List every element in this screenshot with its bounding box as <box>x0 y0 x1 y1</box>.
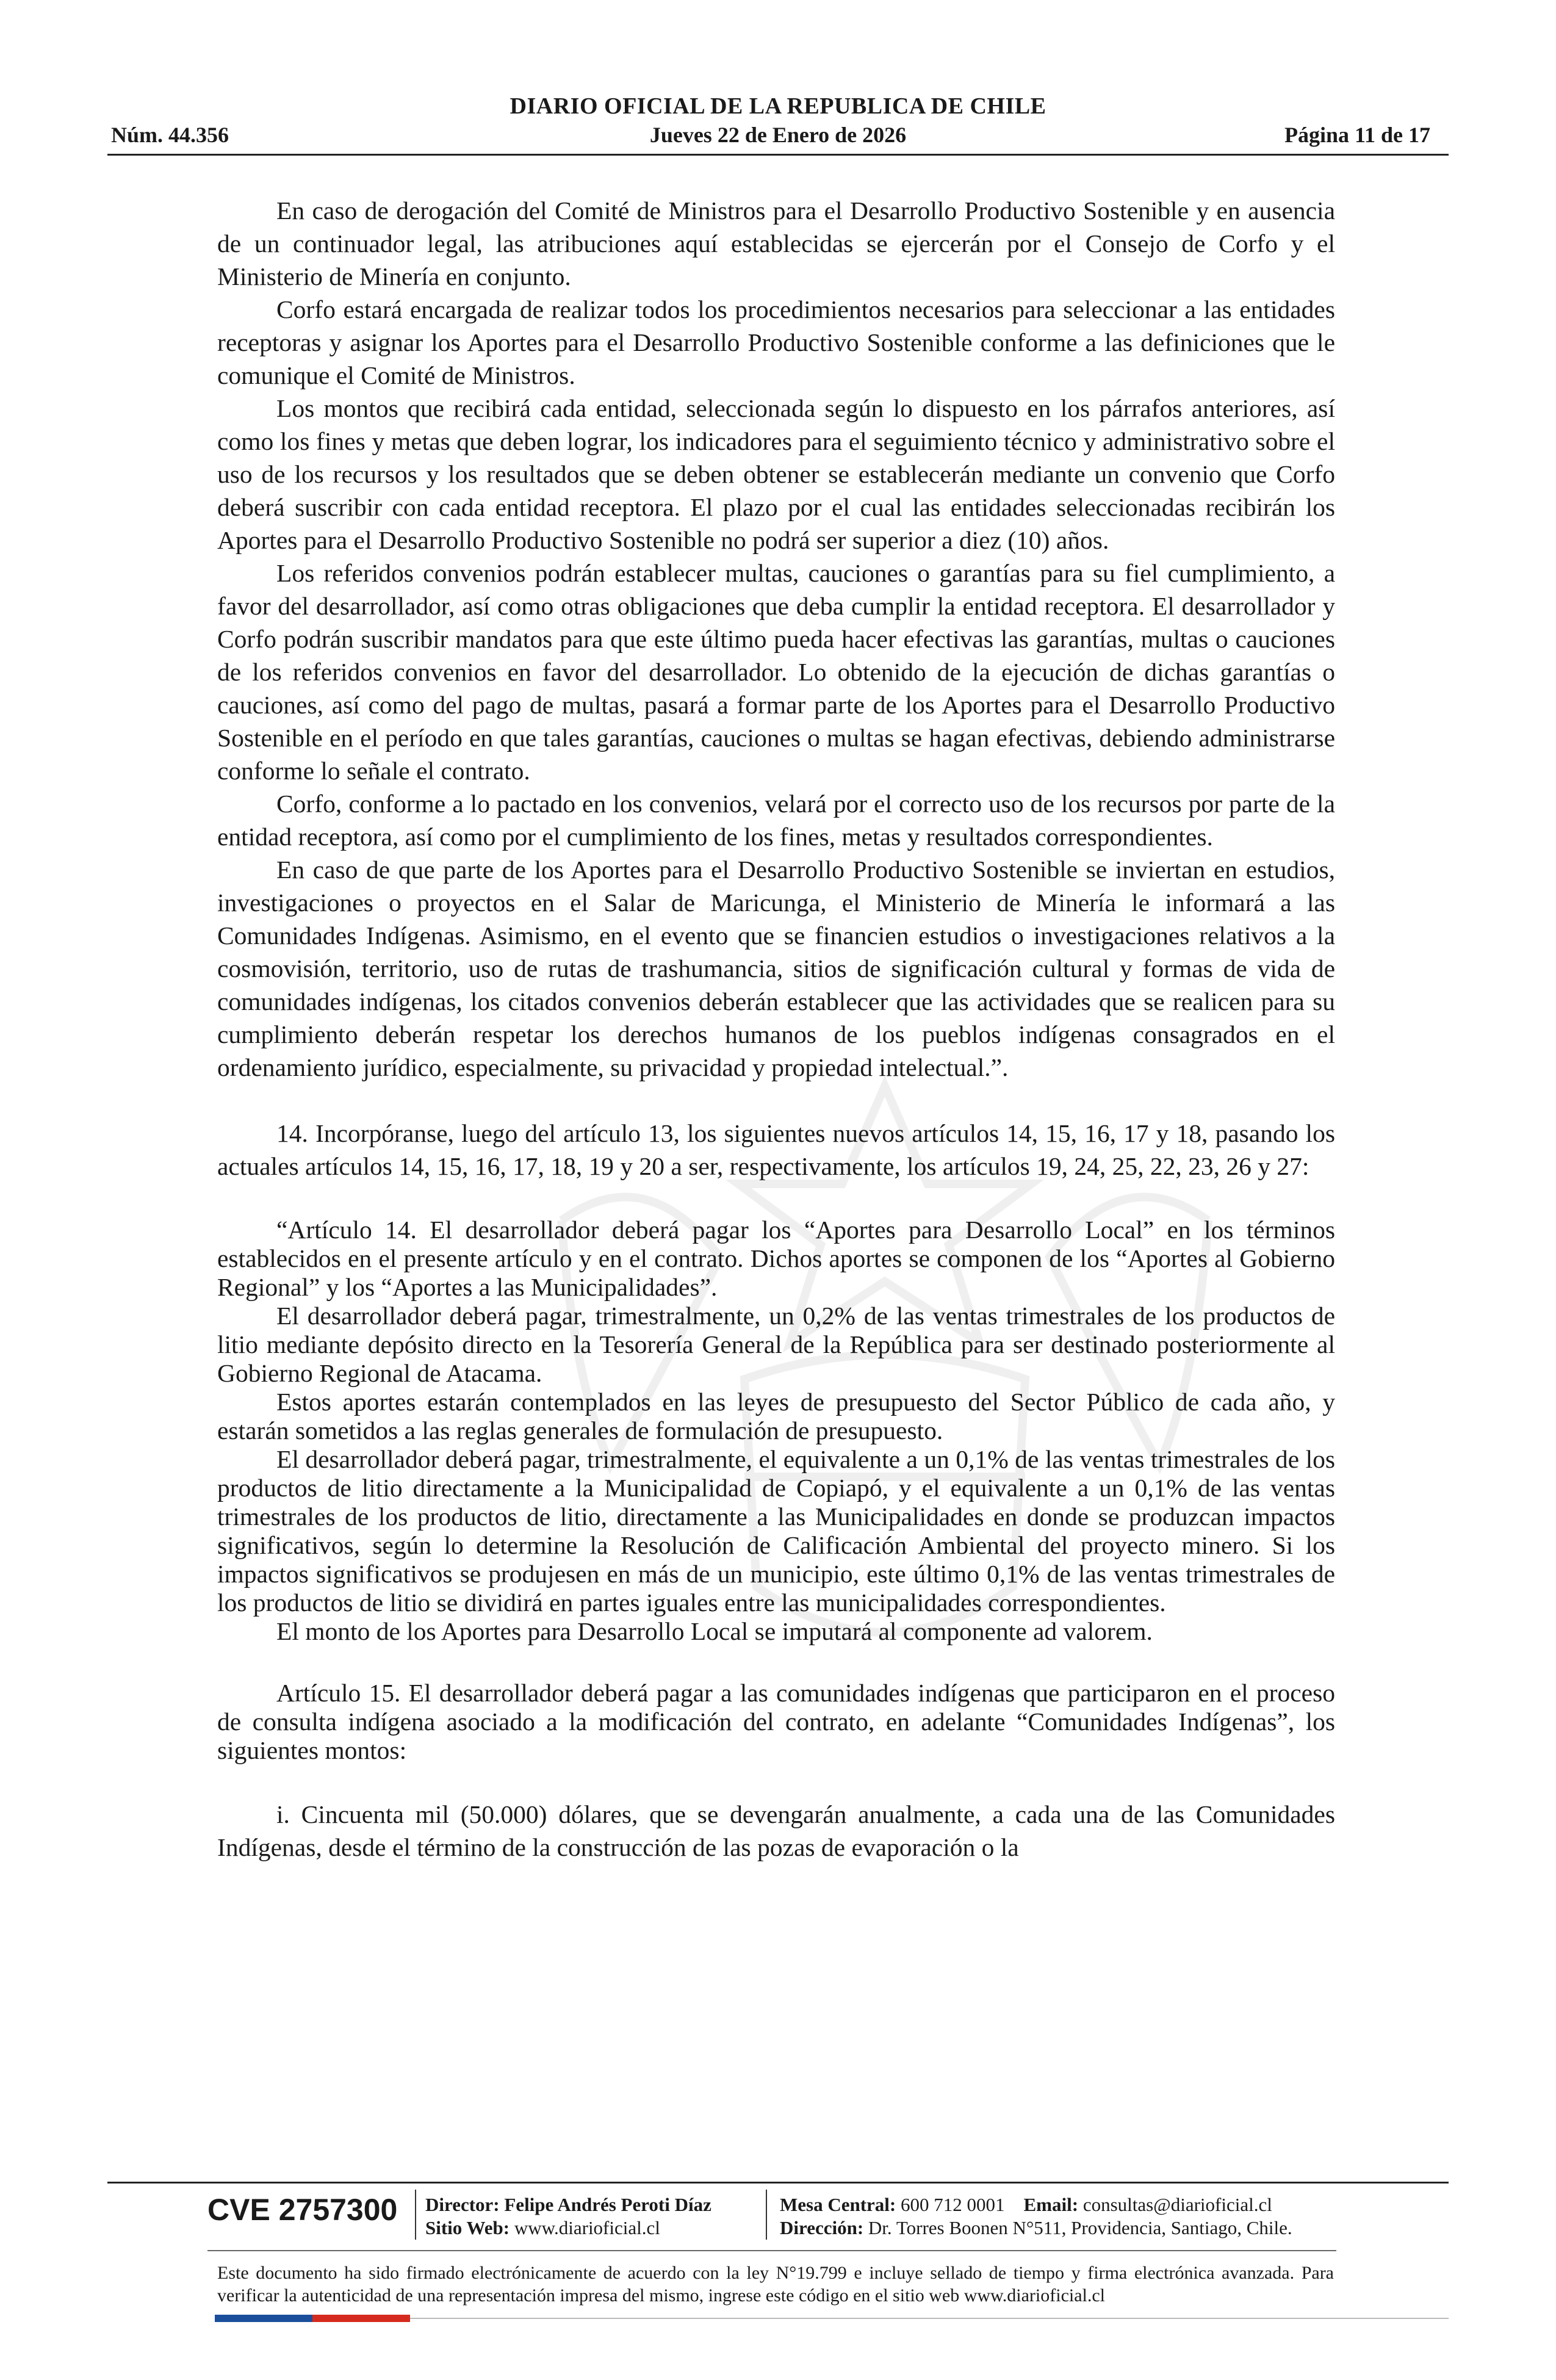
paragraph: En caso de derogación del Comité de Ministros para el Desarrollo Productivo Sostenible y en ausencia de un continuador legal, las atribuciones aquí establecidas se ejercerán por el Consejo de Corfo y el Ministerio de Minería en conjunto. <box>217 197 1335 290</box>
email-label: Email: <box>1023 2194 1079 2215</box>
paragraph: Los montos que recibirá cada entidad, seleccionada según lo dispuesto en los párrafos anteriores, así como los fines y metas que deben lograr, los indicadores para el seguimiento técnico y administrativo sobre el uso de los recursos y los resultados que se deben obtener se establecerán mediante un convenio que Corfo deberá suscribir con cada entidad receptora. El plazo por el cual las entidades seleccionadas recibirán los Aportes para el Desarrollo Productivo Sostenible no podrá ser superior a diez (10) años. <box>217 394 1335 554</box>
paragraph: Corfo, conforme a lo pactado en los convenios, velará por el correcto uso de los recursos por parte de la entidad receptora, así como por el cumplimiento de los fines, metas y resultados correspondientes. <box>217 790 1335 851</box>
issue-date: Jueves 22 de Enero de 2026 <box>649 123 907 147</box>
paragraph: En caso de que parte de los Aportes para el Desarrollo Productivo Sostenible se inviertan en estudios, investigaciones o proyectos en el Salar de Maricunga, el Ministerio de Minería le informará a las Comunidades Indígenas. Asimismo, en el evento que se financien estudios o investigaciones relativos a la cosmovisión, territorio, uso de rutas de trashumancia, sitios de significación cultural y formas de vida de comunidades indígenas, los citados convenios deberán establecer que las actividades que se realicen para su cumplimiento deberán respetar los derechos humanos de los pueblos indígenas consagrados en el ordenamiento jurídico, especialmente, su privacidad y propiedad intelectual.”. <box>217 856 1335 1081</box>
paragraph: “Artículo 14. El desarrollador deberá pagar los “Aportes para Desarrollo Local” en los términos establecidos en el presente artículo y en el contrato. Dichos aportes se componen de los “Aportes al Gobierno Regional” y los “Aportes a las Municipalidades”. <box>217 1216 1335 1301</box>
email-link[interactable]: consultas@diarioficial.cl <box>1082 2194 1272 2215</box>
director-label: Director: <box>425 2194 500 2215</box>
header-divider <box>107 154 1449 156</box>
phone-label: Mesa Central: <box>780 2194 896 2215</box>
footer-separator <box>766 2190 767 2240</box>
flag-stripe <box>215 2315 410 2322</box>
paragraph: i. Cincuenta mil (50.000) dólares, que se devengarán anualmente, a cada una de las Comunidades Indígenas, desde el término de la construcción de las pozas de evaporación o la <box>217 1800 1335 1861</box>
website-label: Sitio Web: <box>425 2217 510 2238</box>
flag-blue-band <box>215 2315 312 2322</box>
paragraph: El desarrollador deberá pagar, trimestralmente, el equivalente a un 0,1% de las ventas trimestrales de los productos de litio directamente a la Municipalidad de Copiapó, y el equivalente a un 0,1% de las ventas trimestrales de los productos de litio, directamente a las Municipalidades en donde se produzcan impactos significativos, según lo determine la Resolución de Calificación Ambiental del proyecto minero. Si los impactos significativos se produjesen en más de un municipio, este último 0,1% de las ventas trimestrales de los productos de litio se dividirá en partes iguales entre las municipalidades correspondientes. <box>217 1445 1335 1617</box>
flag-red-band <box>312 2315 410 2322</box>
paragraph: Los referidos convenios podrán establecer multas, cauciones o garantías para su fiel cumplimiento, a favor del desarrollador, así como otras obligaciones que deba cumplir la entidad receptora. El desarrollador y Corfo podrán suscribir mandatos para que este último pueda hacer efectivas las garantías, multas o cauciones de los referidos convenios en favor del desarrollador. Lo obtenido de la ejecución de dichas garantías o cauciones, así como del pago de multas, pasará a formar parte de los Aportes para el Desarrollo Productivo Sostenible en el período en que tales garantías, cauciones o multas se hagan efectivas, debiendo administrarse conforme lo señale el contrato. <box>217 559 1335 785</box>
website-link[interactable]: www.diarioficial.cl <box>514 2217 660 2238</box>
footer-note-divider <box>207 2250 1336 2251</box>
gazette-title: DIARIO OFICIAL DE LA REPUBLICA DE CHILE <box>510 93 1046 119</box>
phone-number: 600 712 0001 <box>901 2194 1005 2215</box>
bottom-rule <box>410 2318 1449 2319</box>
paragraph: Estos aportes estarán contemplados en las leyes de presupuesto del Sector Público de cada año, y estarán sometidos a las reglas generales de formulación de presupuesto. <box>217 1388 1335 1444</box>
cve-code: CVE 2757300 <box>207 2193 398 2227</box>
address-label: Dirección: <box>780 2217 864 2238</box>
paragraph: El desarrollador deberá pagar, trimestralmente, un 0,2% de las ventas trimestrales de los productos de litio mediante depósito directo en la Tesorería General de la República para ser destinado posteriormente al Gobierno Regional de Atacama. <box>217 1302 1335 1387</box>
signature-note: Este documento ha sido firmado electrónicamente de acuerdo con la ley N°19.799 e incluye sellado de tiempo y firma electrónica avanzada. Para verificar la autenticidad de una representación impresa del mismo, ingrese este código en el sitio web www.diarioficial.cl <box>217 2263 1334 2306</box>
director-name: Felipe Andrés Peroti Díaz <box>504 2194 711 2215</box>
paragraph: Corfo estará encargada de realizar todos los procedimientos necesarios para seleccionar a las entidades receptoras y asignar los Aportes para el Desarrollo Productivo Sostenible conforme a las definiciones que le comunique el Comité de Ministros. <box>217 295 1335 389</box>
footer-contact-right <box>780 2193 1292 2240</box>
document-body <box>217 194 1335 1864</box>
footer-separator <box>415 2190 416 2240</box>
paragraph: El monto de los Aportes para Desarrollo Local se imputará al componente ad valorem. <box>276 1617 1153 1645</box>
issue-number: Núm. 44.356 <box>111 123 229 147</box>
paragraph: 14. Incorpóranse, luego del artículo 13, los siguientes nuevos artículos 14, 15, 16, 17 y 18, pasando los actuales artículos 14, 15, 16, 17, 18, 19 y 20 a ser, respectivamente, los artículos 19, 24, 25, 22, 23, 26 y 27: <box>217 1119 1335 1180</box>
address-text: Dr. Torres Boonen N°511, Providencia, Santiago, Chile. <box>868 2217 1292 2238</box>
paragraph: Artículo 15. El desarrollador deberá pagar a las comunidades indígenas que participaron en el proceso de consulta indígena asociado a la modificación del contrato, en adelante “Comunidades Indígenas”, los siguientes montos: <box>217 1679 1335 1764</box>
footer-contact-left <box>425 2193 711 2240</box>
footer-divider <box>107 2182 1449 2183</box>
page-indicator: Página 11 de 17 <box>1284 123 1430 147</box>
